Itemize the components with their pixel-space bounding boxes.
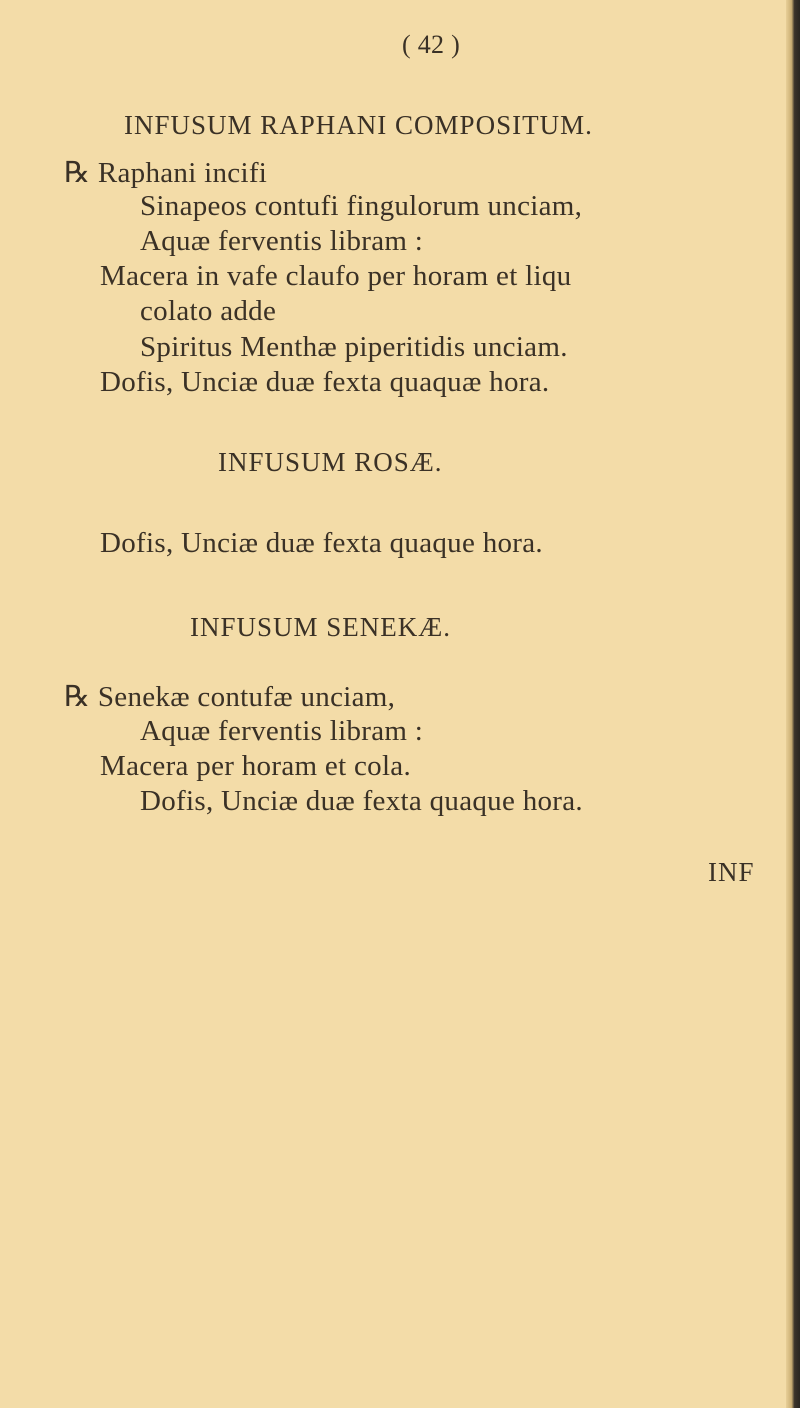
catchword: INF [708,857,755,887]
recipe-line: Dofis, Unciæ duæ fexta quaquæ hora. [100,366,550,398]
recipe-line: ℞ Raphani incifi [64,157,268,189]
recipe-line: Macera in vafe claufo per horam et liqu [100,260,572,292]
section-title-raphani: INFUSUM RAPHANI COMPOSITUM. [124,110,593,140]
recipe-line: colato adde [140,295,277,327]
recipe-line: Aquæ ferventis libram : [140,225,424,257]
book-binding-edge [786,0,800,1408]
page-number: ( 42 ) [402,30,461,59]
recipe-line: Spiritus Menthæ piperitidis unciam. [140,331,568,363]
section-title-rosae: INFUSUM ROSÆ. [218,447,443,477]
recipe-line: Dofis, Unciæ duæ fexta quaque hora. [140,785,583,817]
section-title-senekae: INFUSUM SENEKÆ. [190,612,452,642]
recipe-line: Macera per horam et cola. [100,750,412,782]
recipe-line: Aquæ ferventis libram : [140,715,424,747]
recipe-line: ℞ Senekæ contufæ unciam, [64,681,396,713]
recipe-line: Dofis, Unciæ duæ fexta quaque hora. [100,527,543,559]
recipe-line: Sinapeos contufi fingulorum unciam, [140,190,583,222]
